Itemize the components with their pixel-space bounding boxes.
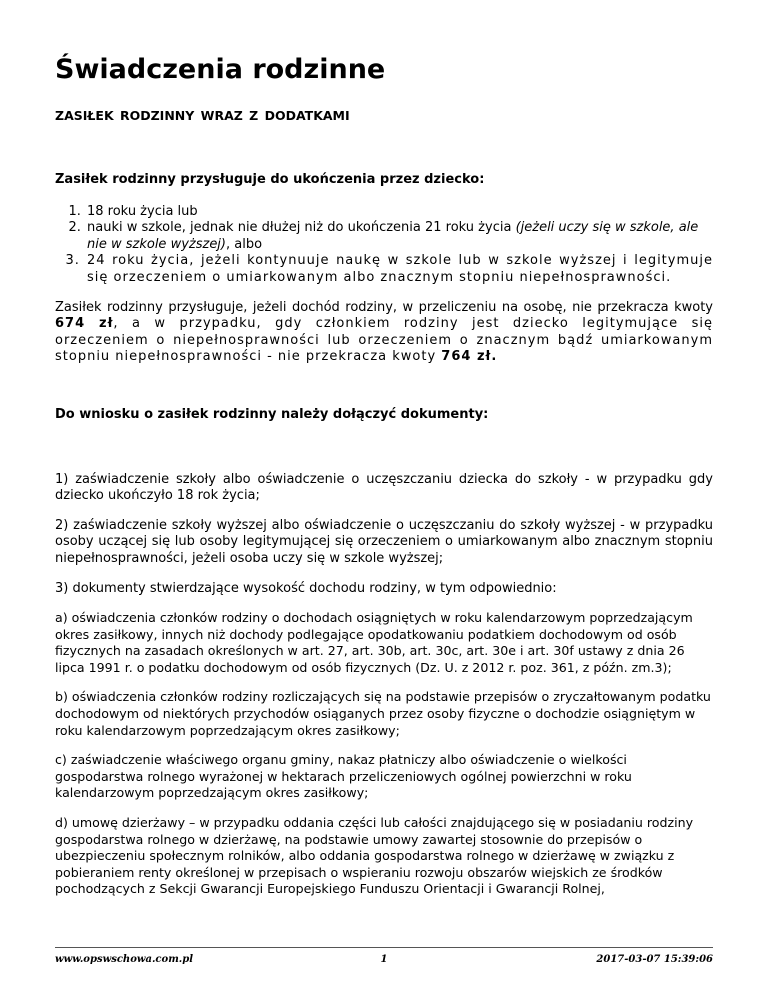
list-item: 3. 24 roku życia, jeżeli kontynuuje naukę w szkole lub w szkole wyższej i legitymuje się orzeczeniem o umiarkowanym albo znacznym stopniu niepełnosprawności. (85, 253, 713, 286)
document-item: b) oświadczenia członków rodziny rozliczających się na podstawie przepisów o zryczałtowanym podatku dochodowym od niektórych przychodów osiąganych przez osoby fizyczne o dochodzie osiągniętym w roku kalendarzowym poprzedzającym okres zasiłkowy; (55, 689, 711, 738)
list-item-note: (jeżeli uczy się w szkole, ale nie w szkole wyższej) (87, 220, 699, 252)
document-item: 3) dokumenty stwierdzające wysokość dochodu rodziny, w tym odpowiednio: (55, 580, 557, 596)
list-item: 1. 18 roku życia lub (85, 204, 713, 221)
list-item: 2. nauki w szkole, jednak nie dłużej niż do ukończenia 21 roku życia (jeżeli uczy się w szkole, ale nie w szkole wyższej), albo (85, 220, 713, 253)
footer-site: www.opswschowa.com.pl (55, 954, 194, 965)
page-footer (55, 954, 713, 968)
document-item: a) oświadczenia członków rodziny o dochodach osiągniętych w roku kalendarzowym poprzedzającym okres zasiłkowy, innych niż dochody podlegające opodatkowaniu podatkiem dochodowym od osób fizycznych na zasadach określonych w art. 27, art. 30b, art. 30c, art. 30e i art. 30f ustawy z dnia 26 lipca 1991 r. o podatku dochodowym od osób fizycznych (Dz. U. z 2012 r. poz. 361, z późn. zm.3); (55, 610, 693, 675)
document-body (55, 172, 713, 898)
document-item: d) umowę dzierżawy – w przypadku oddania części lub całości znajdującego się w posiadaniu rodziny gospodarstwa rolnego w dzierżawę, na podstawie umowy zawartej stosownie do przepisów o ubezpieczeniu społecznym rolników, albo oddania gospodarstwa rolnego w dzierżawę w związku z pobieraniem renty określonej w przepisach o wspieraniu rozwoju obszarów wiejskich ze środków pochodzących z Sekcji Gwarancji Europejskiego Funduszu Orientacji i Gwarancji Rolnej, (55, 815, 694, 897)
footer-datetime: 2017-03-07 15:39:06 (596, 954, 713, 965)
footer-divider (55, 947, 713, 948)
eligibility-list (55, 204, 713, 287)
income-paragraph: Zasiłek rodzinny przysługuje, jeżeli dochód rodziny, w przeliczeniu na osobę, nie przekracza kwoty 674 zł, a w przypadku, gdy członkiem rodziny jest dziecko legitymujące się orzeczeniem o niepełnosprawności lub orzeczeniem o znacznym bądź umiarkowanym stopniu niepełnosprawności - nie przekracza kwoty 764 zł. (55, 299, 713, 365)
income-threshold: 674 zł (55, 316, 114, 332)
page-title: Świadczenia rodzinne (55, 54, 386, 85)
eligibility-heading: Zasiłek rodzinny przysługuje do ukończenia przez dziecko: (55, 172, 485, 187)
page-subtitle: ZASIŁEK RODZINNY WRAZ Z DODATKAMI (55, 108, 350, 123)
document-item: 1) zaświadczenie szkoły albo oświadczenie o uczęszczaniu dziecka do szkoły - w przypadku gdy dziecko ukończyło 18 rok życia; (55, 471, 713, 504)
footer-page-number: 1 (380, 954, 388, 965)
document-item: c) zaświadczenie właściwego organu gminy, nakaz płatniczy albo oświadczenie o wielkości gospodarstwa rolnego wyrażonej w hektarach przeliczeniowych ogólnej powierzchni w roku kalendarzowym poprzedzającym okres zasiłkowy; (55, 752, 632, 801)
document-item: 2) zaświadczenie szkoły wyższej albo oświadczenie o uczęszczaniu do szkoły wyższej - w przypadku osoby uczącej się lub osoby legitymującej się orzeczeniem o umiarkowanym albo znacznym stopniu niepełnosprawności, jeżeli osoba uczy się w szkole wyższej; (55, 517, 713, 566)
documents-heading: Do wniosku o zasiłek rodzinny należy dołączyć dokumenty: (55, 406, 489, 422)
income-threshold-disabled: 764 zł. (441, 349, 498, 365)
